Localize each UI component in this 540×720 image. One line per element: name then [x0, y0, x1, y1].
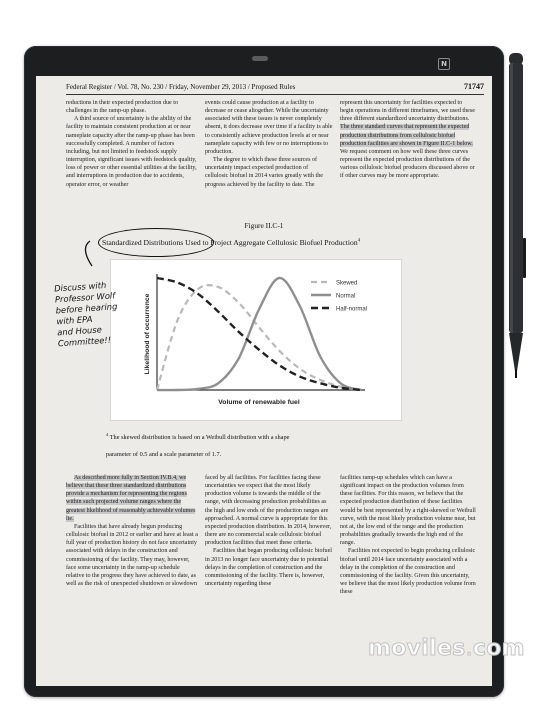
paragraph: Facilities that have already begun producing cellulosic biofuel in 2012 or earlier and have at least a full year of production history do not face uncertainty associated with delays in the construction and commissioning of the facility. They may, however, face some uncertainty in the ramp-up schedule relative to the progress they have achieved to date, as well as the risk of unexpected shutdown or slowdown: [66, 523, 198, 588]
text-after-highlight: We request comment on how well these three curves represent the expected production distributions of the various cellulosic biofuel producers discussed above or if other curves may be more appropriate.: [340, 148, 475, 180]
document-screen[interactable]: [36, 76, 492, 686]
note-line: Professor Wolf: [54, 290, 116, 305]
legend-label: Skewed: [336, 280, 358, 287]
footnote-continued: parameter of 0.5 and a scale parameter of 1.7.: [106, 451, 222, 458]
paragraph: A third source of uncertainty is the ability of the facility to maintain consistent production at or near nameplate capacity after the ramp-up phase has been successfully completed. A number of factors including, but not limited to feedstock supply interruption, significant issues with feedstock quality, loss of power or other essential utilities at the facility, and interruptions in production due to accidents, operator error, or weather: [66, 116, 197, 188]
caption-circled-text: Standardized Distributions: [102, 238, 184, 247]
paragraph: Facilities that began producing cellulosic biofuel in 2013 no longer face uncertainty due to potential delays in the completion of construction and the commissioning of the facility. There is, however, uncertainty regarding these: [205, 548, 332, 588]
caption-text: Used to Project Aggregate Cellulosic Biofuel Production: [183, 238, 358, 247]
paragraph: [66, 474, 198, 523]
y-axis-label: Likelihood of occurrence: [144, 293, 151, 375]
pen-tip: [509, 333, 523, 371]
x-axis-label: Volume of renewable fuel: [218, 399, 300, 406]
pen-clip: [523, 238, 526, 278]
paragraph: The degree to which these three sources of uncertainty impact expected production of cellulosic biofuel in 2014 varies greatly with the progress achieved by the facility to date. The: [205, 157, 323, 188]
paragraph: facilities ramp-up schedules which can have a significant impact on the production volumes from these facilities. For this reason, we believe that the expected production distribution of these facilities would be best represented by a right-skewed or Weibull curve, with the most likely production volume near, but not at, the low end of the range and the production probabilities gradually towards the high end of the range.: [340, 475, 476, 547]
caption-footnote-marker: 4: [357, 238, 361, 244]
stylus-pen[interactable]: [506, 53, 526, 378]
paragraph: reductions in their expected production due to challenges in the ramp-up phase.: [66, 100, 179, 115]
highlighted-text[interactable]: As described more fully in Section IV.B.4, we believe that these three standardized distributions provide a mechanism for representing the regions within such projected volume ranges where the greatest likelihood of reasonably achievable volumes lie.: [66, 475, 196, 522]
watermark-dot: .: [465, 636, 473, 661]
legend-label: Normal: [336, 293, 356, 300]
paragraph: Facilities not expected to begin producing cellulosic biofuel until 2014 face uncertainty associated with a delay in the completion of the construction and commissioning of the facility. Given this uncertainty, we believe that the most likely production volume from these: [340, 548, 476, 596]
note-line: Committee!!: [57, 334, 112, 349]
paragraph: faced by all facilities. For facilities facing these uncertainties we expect that the most likely production volume is towards the middle of the range, with decreasing production probabilities as the high and low ends of the production ranges are approached. A normal curve is appropriate for this expected production distribution. In 2014, however, there are no commercial scale cellulosic biofuel production facilities that meet these criteria.: [205, 475, 332, 547]
watermark-logo: [368, 636, 525, 661]
home-button[interactable]: [252, 56, 268, 61]
footnote: [106, 432, 289, 441]
note-line: Discuss with: [53, 279, 107, 294]
paragraph: events could cause production at a facility to decrease or cease altogether. While the uncertainty associated with these issues is never completely absent, it does decrease over time if a facility is able to consistently achieve production levels at or near nameplate capacity with few or no interruptions to production.: [205, 100, 333, 155]
page-number: 71747: [464, 82, 484, 91]
watermark-tld: com: [472, 636, 525, 661]
highlighted-text[interactable]: The three standard curves that represent the expected production distributions from cellulosic biofuel production facilities are shown in Figure II.C-1 below.: [340, 124, 473, 147]
note-line: with EPA: [56, 313, 93, 327]
note-line: before hearing: [55, 301, 118, 316]
bottom-column-3: [340, 474, 476, 596]
figure-label: Figure II.C-1: [244, 221, 284, 230]
footnote-text: The skewed distribution is based on a Weibull distribution with a shape: [108, 434, 290, 442]
footnote-marker: 4: [106, 432, 109, 437]
bottom-column-1: [66, 474, 198, 588]
nfc-icon: N: [438, 58, 450, 70]
header-citation: Federal Register / Vol. 78, No. 230 / Friday, November 29, 2013 / Proposed Rules: [66, 83, 296, 91]
watermark-name: moviles: [368, 636, 466, 661]
text-before-highlight: represent this uncertainty for facilities expected to begin operations in different timeframes, we used these three different standardized uncertainty distributions.: [340, 100, 475, 123]
bottom-column-2: [205, 474, 333, 588]
note-line: and House: [56, 324, 103, 338]
legend-label: Half-normal: [336, 306, 368, 313]
